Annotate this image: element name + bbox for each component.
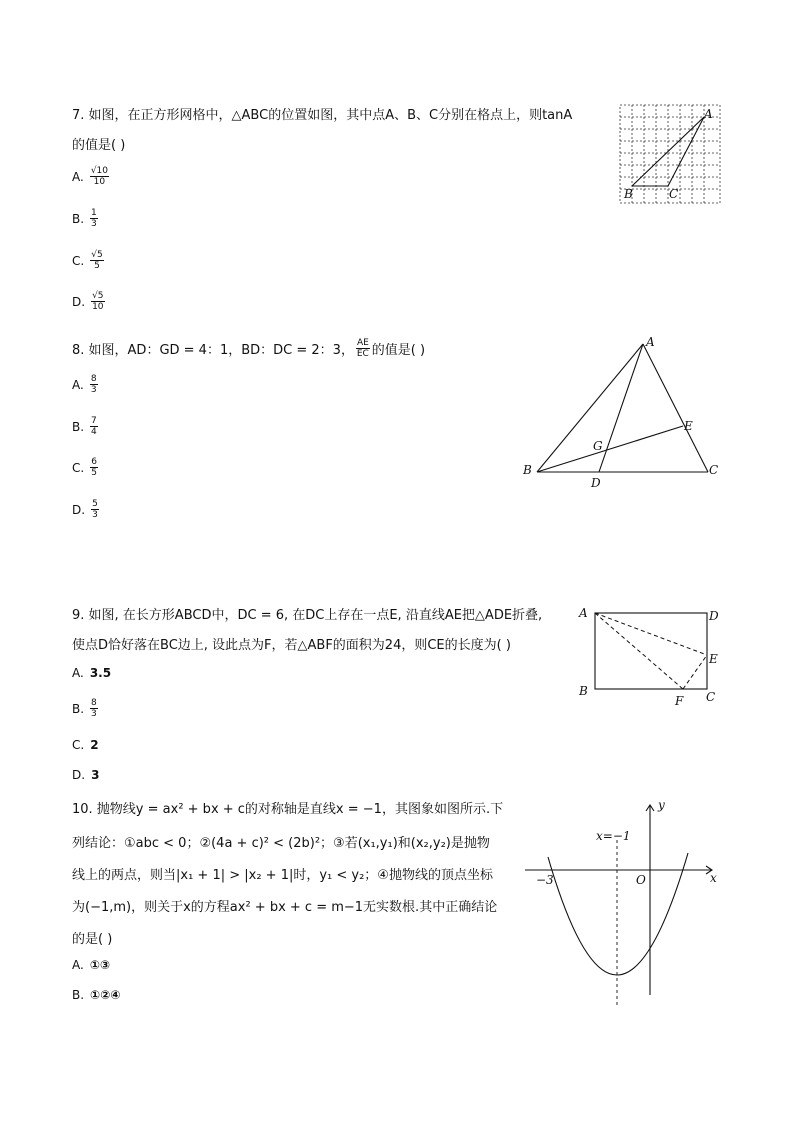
q7-option-c-fraction: $\frac{√5}{5}$ bbox=[91, 250, 103, 271]
q8-stem: 8. 如图，AD：GD = 4：1，BD：DC = 2：3， $\frac{AE}{EC}$ 的值是( ) bbox=[72, 338, 426, 359]
q8-stem-fraction: $\frac{AE}{EC}$ bbox=[356, 338, 369, 359]
q7-option-b[interactable]: B. $\frac{1}{3}$ bbox=[72, 208, 97, 229]
q10-parabola-figure bbox=[520, 795, 725, 1010]
q9-label-e: E bbox=[709, 652, 718, 666]
q9-label-b: B bbox=[579, 684, 588, 698]
q10-stem-line2: 列结论：①abc < 0；②(4a + c)² < (2b)²；③若(x₁,y₁)和(x₂,y₂)是抛物 bbox=[72, 836, 490, 851]
q10-x-axis-label: x bbox=[710, 871, 717, 885]
q8-label-e: E bbox=[684, 419, 693, 433]
q10-option-b[interactable]: B. ①②④ bbox=[72, 988, 121, 1002]
q10-stem-line1: 10. 抛物线y = ax² + bx + c的对称轴是直线x = −1，其图象如图所示.下 bbox=[72, 802, 504, 817]
q7-option-b-fraction: $\frac{1}{3}$ bbox=[91, 208, 97, 229]
q9-rectangle-figure bbox=[575, 603, 725, 711]
q9-option-b[interactable]: B. $\frac{8}{3}$ bbox=[72, 698, 97, 719]
q8-option-c[interactable]: C. $\frac{6}{5}$ bbox=[72, 457, 97, 478]
q10-stem-line5: 的是( ) bbox=[72, 932, 113, 947]
q8-label-d: D bbox=[591, 476, 601, 490]
q8-label-g: G bbox=[593, 439, 603, 453]
q7-label-a: A bbox=[704, 107, 713, 121]
q7-option-a-fraction: $\frac{√10}{10}$ bbox=[90, 166, 108, 187]
q7-stem-line1: 7. 如图，在正方形网格中，△ABC的位置如图，其中点A、B、C分别在格点上，则tanA bbox=[72, 108, 573, 123]
q7-label-c: C bbox=[669, 187, 679, 201]
q10-y-axis-label: y bbox=[658, 798, 665, 812]
q7-option-c[interactable]: C. $\frac{√5}{5}$ bbox=[72, 250, 103, 271]
q7-grid-figure bbox=[615, 100, 725, 210]
q10-stem-line3: 线上的两点，则当|x₁ + 1| > |x₂ + 1|时，y₁ < y₂；④抛物线的顶点坐标 bbox=[72, 868, 493, 883]
q9-option-d[interactable]: D. 3 bbox=[72, 768, 100, 782]
q7-option-a[interactable]: A. $\frac{√10}{10}$ bbox=[72, 166, 108, 187]
q10-stem-line4: 为(−1,m)，则关于x的方程ax² + bx + c = m−1无实数根.其中正确结论 bbox=[72, 900, 498, 915]
q7-label-b: B bbox=[624, 187, 633, 201]
q9-option-c[interactable]: C. 2 bbox=[72, 738, 99, 752]
q7-stem-line2: 的值是( ) bbox=[72, 138, 126, 153]
q7-option-d[interactable]: D. $\frac{√5}{10}$ bbox=[72, 291, 104, 312]
q8-label-c: C bbox=[709, 463, 719, 477]
q10-option-a[interactable]: A. ①③ bbox=[72, 958, 111, 972]
q8-option-b[interactable]: B. $\frac{7}{4}$ bbox=[72, 416, 97, 437]
q10-neg3-label: −3 bbox=[536, 873, 554, 887]
q8-option-a[interactable]: A. $\frac{8}{3}$ bbox=[72, 374, 97, 395]
q10-axis-of-symmetry-label: x=−1 bbox=[596, 829, 631, 843]
q9-stem-line2: 使点D恰好落在BC边上, 设此点为F，若△ABF的面积为24，则CE的长度为( ) bbox=[72, 638, 511, 653]
q8-option-d[interactable]: D. $\frac{5}{3}$ bbox=[72, 499, 98, 520]
q9-label-c: C bbox=[706, 690, 716, 704]
q9-label-d: D bbox=[709, 609, 719, 623]
q8-label-b: B bbox=[523, 463, 532, 477]
q9-label-f: F bbox=[675, 694, 684, 708]
q10-origin-label: O bbox=[636, 873, 646, 887]
q9-option-a[interactable]: A. 3.5 bbox=[72, 666, 112, 680]
q8-triangle-figure bbox=[515, 332, 730, 492]
q8-label-a: A bbox=[646, 335, 655, 349]
q9-label-a: A bbox=[579, 606, 588, 620]
q7-option-d-fraction: $\frac{√5}{10}$ bbox=[92, 291, 104, 312]
q9-stem-line1: 9. 如图, 在长方形ABCD中，DC = 6, 在DC上存在一点E, 沿直线AE把△ADE折叠, bbox=[72, 608, 543, 623]
